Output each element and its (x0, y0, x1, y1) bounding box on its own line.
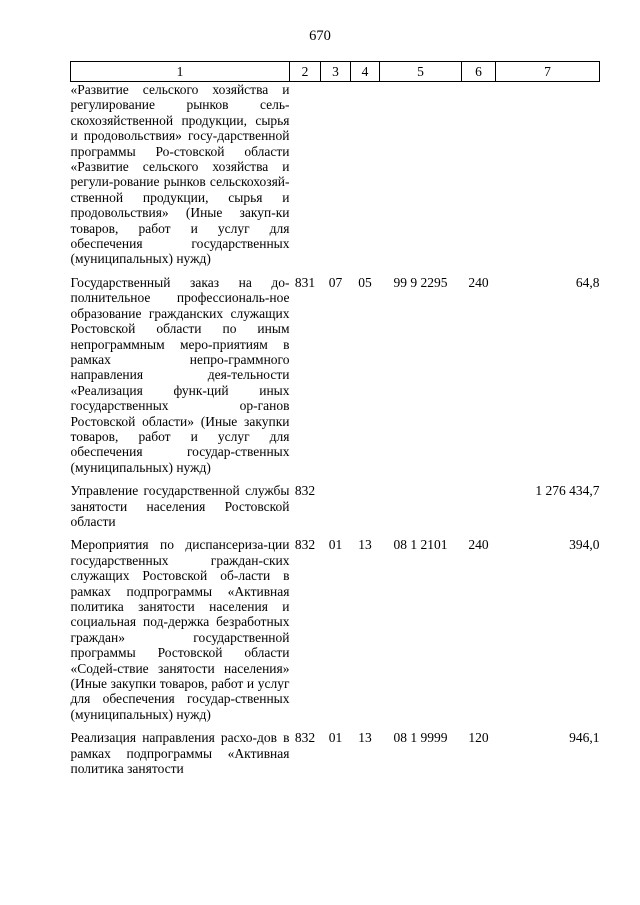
row-pr: 13 (358, 730, 372, 746)
row-ved: 832 (294, 730, 316, 746)
row-csr: 08 1 2101 (393, 537, 448, 553)
column-header: 1 (71, 62, 290, 82)
row-spacer (71, 722, 600, 730)
row-ved: 832 (294, 537, 316, 553)
row-rz (321, 82, 351, 267)
table-row (71, 730, 600, 776)
row-vr: 240 (468, 274, 489, 290)
row-name: Управление государственной службы занятости населения Ростовской области (70, 483, 290, 529)
row-pr (351, 82, 380, 267)
row-spacer (71, 529, 600, 537)
row-vr (462, 483, 496, 529)
table-row (71, 82, 600, 267)
row-vr: 120 (468, 730, 489, 746)
row-sum (496, 82, 600, 267)
row-name: Мероприятия по диспансериза-ции государственных граждан-ских служащих Ростовской об-ласти в рамках подпрограммы «Активная политика занятости населения и социальная под-держка безработных граждан» государственной программы Ростовской области «Содей-ствие занятости населения» (Иные закупки товаров, работ и услуг для обеспечения государ-ственных (муниципальных) нужд) (70, 537, 290, 722)
row-sum: 394,0 (569, 537, 600, 553)
row-rz: 01 (328, 537, 343, 553)
row-vr (462, 82, 496, 267)
row-sum: 946,1 (569, 730, 600, 746)
row-pr: 05 (358, 274, 372, 290)
row-sum: 1 276 434,7 (535, 483, 600, 499)
row-csr: 08 1 9999 (393, 730, 448, 746)
row-ved: 832 (294, 483, 316, 499)
column-header: 3 (321, 62, 351, 82)
row-csr (380, 82, 462, 267)
row-name: Государственный заказ на до-полнительное профессиональ-ное образование гражданских служащих Ростовской области по иным непрограммным меро-приятиям в рамках непро-граммного направления дея-тельности «Реализация функ-ций иных государственных ор-ганов Ростовской области» (Иные закупки товаров, работ и услуг для обеспечения государ-ственных (муниципальных) нужд) (70, 274, 290, 475)
row-vr: 240 (468, 537, 489, 553)
row-spacer (71, 475, 600, 483)
row-rz (321, 483, 351, 529)
row-rz: 01 (328, 730, 343, 746)
budget-table (70, 61, 600, 776)
row-csr (380, 483, 462, 529)
row-pr: 13 (358, 537, 372, 553)
column-header: 6 (462, 62, 496, 82)
row-rz: 07 (328, 274, 343, 290)
row-csr: 99 9 2295 (393, 274, 448, 290)
row-ved: 831 (294, 274, 316, 290)
column-header: 2 (290, 62, 321, 82)
column-header: 4 (351, 62, 380, 82)
row-pr (351, 483, 380, 529)
row-name: «Развитие сельского хозяйства и регулирование рынков сель-скохозяйственной продукции, сырья и продовольствия» госу-дарственной программы Ро-стовской области «Развитие сельского хозяйства и регули-рование рынков сельскохозяй-ственной продукции, сырья и продовольствия» (Иные закуп-ки товаров, работ и услуг для обеспечения государственных (муниципальных) нужд) (70, 82, 290, 267)
column-header: 5 (380, 62, 462, 82)
table-header-row (71, 62, 600, 82)
row-sum: 64,8 (575, 274, 600, 290)
table-row (71, 537, 600, 722)
page-number: 670 (309, 28, 331, 44)
row-ved (290, 82, 321, 267)
row-name: Реализация направления расхо-дов в рамках подпрограммы «Активная политика занятости (70, 730, 290, 777)
column-header: 7 (496, 62, 600, 82)
row-spacer (71, 267, 600, 275)
table-row (71, 483, 600, 529)
table-row (71, 275, 600, 475)
